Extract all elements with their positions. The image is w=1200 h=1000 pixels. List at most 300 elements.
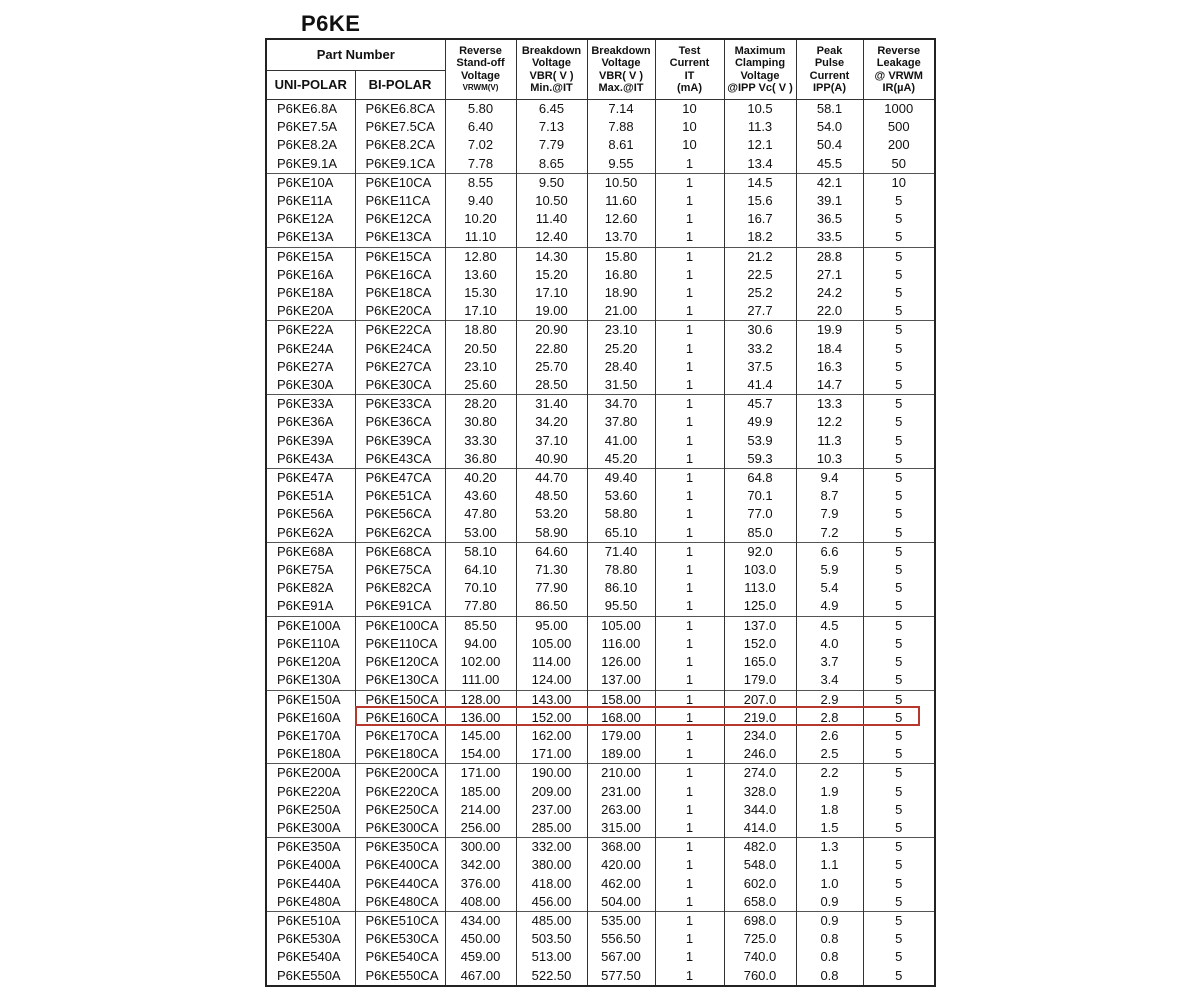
value-cell: 10 <box>863 173 935 192</box>
value-cell: 78.80 <box>587 561 655 579</box>
value-cell: 1 <box>655 450 724 469</box>
bi-polar-header: BI-POLAR <box>355 71 445 100</box>
uni-polar-part-cell: P6KE15A <box>266 247 355 266</box>
value-cell: 7.13 <box>516 118 587 136</box>
table-row <box>266 838 935 857</box>
value-cell: 18.90 <box>587 284 655 302</box>
value-cell: 504.00 <box>587 893 655 912</box>
table-row <box>266 413 935 431</box>
value-cell: 2.6 <box>796 727 863 745</box>
value-cell: 418.00 <box>516 875 587 893</box>
value-cell: 698.0 <box>724 911 796 930</box>
value-cell: 1 <box>655 875 724 893</box>
value-cell: 4.9 <box>796 597 863 616</box>
value-cell: 41.00 <box>587 432 655 450</box>
value-cell: 1 <box>655 597 724 616</box>
uni-polar-part-cell: P6KE12A <box>266 210 355 228</box>
value-cell: 10.50 <box>587 173 655 192</box>
value-cell: 77.80 <box>445 597 516 616</box>
value-cell: 58.80 <box>587 505 655 523</box>
value-cell: 5.9 <box>796 561 863 579</box>
value-cell: 21.2 <box>724 247 796 266</box>
value-cell: 485.00 <box>516 911 587 930</box>
value-cell: 1 <box>655 690 724 709</box>
value-cell: 5 <box>863 432 935 450</box>
value-cell: 5 <box>863 266 935 284</box>
value-cell: 92.0 <box>724 542 796 561</box>
bi-polar-part-cell: P6KE9.1CA <box>355 155 445 174</box>
uni-polar-part-cell: P6KE530A <box>266 930 355 948</box>
value-cell: 28.8 <box>796 247 863 266</box>
col-header-reverse-leakage: Reverse Leakage @ VRWM IR(µA) <box>863 39 935 100</box>
value-cell: 503.50 <box>516 930 587 948</box>
value-cell: 105.00 <box>516 635 587 653</box>
bi-polar-part-cell: P6KE7.5CA <box>355 118 445 136</box>
value-cell: 54.0 <box>796 118 863 136</box>
value-cell: 231.00 <box>587 783 655 801</box>
bi-polar-part-cell: P6KE30CA <box>355 376 445 395</box>
bi-polar-part-cell: P6KE8.2CA <box>355 136 445 154</box>
bi-polar-part-cell: P6KE540CA <box>355 948 445 966</box>
value-cell: 12.40 <box>516 228 587 247</box>
table-row <box>266 247 935 266</box>
value-cell: 5 <box>863 745 935 764</box>
bi-polar-part-cell: P6KE33CA <box>355 395 445 414</box>
table-row <box>266 432 935 450</box>
value-cell: 1 <box>655 764 724 783</box>
uni-polar-part-cell: P6KE20A <box>266 302 355 321</box>
value-cell: 12.80 <box>445 247 516 266</box>
document-title: P6KE <box>301 11 361 36</box>
value-cell: 1 <box>655 376 724 395</box>
bi-polar-part-cell: P6KE62CA <box>355 524 445 543</box>
value-cell: 137.00 <box>587 671 655 690</box>
value-cell: 10.20 <box>445 210 516 228</box>
value-cell: 1 <box>655 579 724 597</box>
value-cell: 105.00 <box>587 616 655 635</box>
bi-polar-part-cell: P6KE75CA <box>355 561 445 579</box>
value-cell: 5 <box>863 524 935 543</box>
spec-table <box>265 38 936 987</box>
table-row <box>266 118 935 136</box>
value-cell: 15.30 <box>445 284 516 302</box>
value-cell: 136.00 <box>445 709 516 727</box>
table-row <box>266 709 935 727</box>
uni-polar-part-cell: P6KE250A <box>266 801 355 819</box>
table-row <box>266 616 935 635</box>
col-header-vrwm: Reverse Stand-off Voltage VRWM(V) <box>445 39 516 100</box>
value-cell: 5 <box>863 838 935 857</box>
value-cell: 556.50 <box>587 930 655 948</box>
value-cell: 10.5 <box>724 100 796 119</box>
table-row <box>266 967 935 986</box>
value-cell: 11.3 <box>796 432 863 450</box>
value-cell: 5 <box>863 358 935 376</box>
value-cell: 420.00 <box>587 856 655 874</box>
uni-polar-part-cell: P6KE160A <box>266 709 355 727</box>
value-cell: 50.4 <box>796 136 863 154</box>
value-cell: 5 <box>863 727 935 745</box>
uni-polar-part-cell: P6KE180A <box>266 745 355 764</box>
value-cell: 190.00 <box>516 764 587 783</box>
bi-polar-part-cell: P6KE18CA <box>355 284 445 302</box>
value-cell: 1 <box>655 838 724 857</box>
value-cell: 459.00 <box>445 948 516 966</box>
table-row <box>266 136 935 154</box>
table-row <box>266 228 935 247</box>
value-cell: 5 <box>863 284 935 302</box>
value-cell: 1 <box>655 487 724 505</box>
value-cell: 36.5 <box>796 210 863 228</box>
value-cell: 0.8 <box>796 948 863 966</box>
value-cell: 77.90 <box>516 579 587 597</box>
value-cell: 237.00 <box>516 801 587 819</box>
bi-polar-part-cell: P6KE350CA <box>355 838 445 857</box>
value-cell: 41.4 <box>724 376 796 395</box>
value-cell: 27.1 <box>796 266 863 284</box>
value-cell: 200 <box>863 136 935 154</box>
table-row <box>266 210 935 228</box>
value-cell: 21.00 <box>587 302 655 321</box>
value-cell: 1.0 <box>796 875 863 893</box>
value-cell: 2.9 <box>796 690 863 709</box>
value-cell: 2.8 <box>796 709 863 727</box>
value-cell: 10.3 <box>796 450 863 469</box>
value-cell: 5.4 <box>796 579 863 597</box>
value-cell: 4.5 <box>796 616 863 635</box>
value-cell: 380.00 <box>516 856 587 874</box>
value-cell: 58.90 <box>516 524 587 543</box>
value-cell: 65.10 <box>587 524 655 543</box>
value-cell: 6.40 <box>445 118 516 136</box>
value-cell: 152.00 <box>516 709 587 727</box>
value-cell: 2.2 <box>796 764 863 783</box>
bi-polar-part-cell: P6KE150CA <box>355 690 445 709</box>
value-cell: 165.0 <box>724 653 796 671</box>
table-row <box>266 395 935 414</box>
value-cell: 23.10 <box>587 321 655 340</box>
value-cell: 47.80 <box>445 505 516 523</box>
value-cell: 40.20 <box>445 469 516 488</box>
table-row <box>266 783 935 801</box>
value-cell: 86.10 <box>587 579 655 597</box>
value-cell: 42.1 <box>796 173 863 192</box>
bi-polar-part-cell: P6KE250CA <box>355 801 445 819</box>
value-cell: 13.3 <box>796 395 863 414</box>
value-cell: 14.30 <box>516 247 587 266</box>
value-cell: 34.70 <box>587 395 655 414</box>
uni-polar-part-cell: P6KE220A <box>266 783 355 801</box>
table-row <box>266 745 935 764</box>
uni-polar-part-cell: P6KE510A <box>266 911 355 930</box>
value-cell: 658.0 <box>724 893 796 912</box>
value-cell: 137.0 <box>724 616 796 635</box>
table-row <box>266 579 935 597</box>
bi-polar-part-cell: P6KE510CA <box>355 911 445 930</box>
value-cell: 207.0 <box>724 690 796 709</box>
value-cell: 179.00 <box>587 727 655 745</box>
uni-polar-part-cell: P6KE51A <box>266 487 355 505</box>
table-row <box>266 819 935 838</box>
value-cell: 37.10 <box>516 432 587 450</box>
col-header-clamping-voltage: Maximum Clamping Voltage @IPP Vc( V ) <box>724 39 796 100</box>
value-cell: 1 <box>655 302 724 321</box>
value-cell: 9.50 <box>516 173 587 192</box>
value-cell: 77.0 <box>724 505 796 523</box>
uni-polar-part-cell: P6KE18A <box>266 284 355 302</box>
value-cell: 10.50 <box>516 192 587 210</box>
value-cell: 1 <box>655 893 724 912</box>
table-row <box>266 801 935 819</box>
value-cell: 577.50 <box>587 967 655 986</box>
value-cell: 513.00 <box>516 948 587 966</box>
value-cell: 328.0 <box>724 783 796 801</box>
value-cell: 49.9 <box>724 413 796 431</box>
value-cell: 1 <box>655 228 724 247</box>
value-cell: 85.0 <box>724 524 796 543</box>
value-cell: 22.80 <box>516 340 587 358</box>
uni-polar-part-cell: P6KE550A <box>266 967 355 986</box>
uni-polar-part-cell: P6KE130A <box>266 671 355 690</box>
bi-polar-part-cell: P6KE82CA <box>355 579 445 597</box>
value-cell: 189.00 <box>587 745 655 764</box>
value-cell: 25.20 <box>587 340 655 358</box>
value-cell: 154.00 <box>445 745 516 764</box>
value-cell: 1 <box>655 911 724 930</box>
uni-polar-part-cell: P6KE100A <box>266 616 355 635</box>
bi-polar-part-cell: P6KE440CA <box>355 875 445 893</box>
value-cell: 13.4 <box>724 155 796 174</box>
value-cell: 86.50 <box>516 597 587 616</box>
bi-polar-part-cell: P6KE300CA <box>355 819 445 838</box>
uni-polar-part-cell: P6KE8.2A <box>266 136 355 154</box>
bi-polar-part-cell: P6KE27CA <box>355 358 445 376</box>
value-cell: 36.80 <box>445 450 516 469</box>
table-row <box>266 487 935 505</box>
bi-polar-part-cell: P6KE39CA <box>355 432 445 450</box>
uni-polar-part-cell: P6KE11A <box>266 192 355 210</box>
value-cell: 315.00 <box>587 819 655 838</box>
bi-polar-part-cell: P6KE130CA <box>355 671 445 690</box>
value-cell: 5 <box>863 616 935 635</box>
value-cell: 548.0 <box>724 856 796 874</box>
uni-polar-part-cell: P6KE400A <box>266 856 355 874</box>
table-row <box>266 690 935 709</box>
value-cell: 145.00 <box>445 727 516 745</box>
value-cell: 5 <box>863 340 935 358</box>
value-cell: 114.00 <box>516 653 587 671</box>
value-cell: 1 <box>655 616 724 635</box>
value-cell: 1 <box>655 948 724 966</box>
value-cell: 14.5 <box>724 173 796 192</box>
bi-polar-part-cell: P6KE11CA <box>355 192 445 210</box>
value-cell: 3.7 <box>796 653 863 671</box>
uni-polar-part-cell: P6KE6.8A <box>266 100 355 119</box>
bi-polar-part-cell: P6KE220CA <box>355 783 445 801</box>
value-cell: 13.70 <box>587 228 655 247</box>
col-header-peak-pulse-current: Peak Pulse Current IPP(A) <box>796 39 863 100</box>
value-cell: 1 <box>655 671 724 690</box>
value-cell: 274.0 <box>724 764 796 783</box>
value-cell: 567.00 <box>587 948 655 966</box>
value-cell: 5 <box>863 469 935 488</box>
value-cell: 5 <box>863 819 935 838</box>
value-cell: 210.00 <box>587 764 655 783</box>
value-cell: 14.7 <box>796 376 863 395</box>
value-cell: 70.1 <box>724 487 796 505</box>
col-header-test-current: Test Current IT (mA) <box>655 39 724 100</box>
value-cell: 9.55 <box>587 155 655 174</box>
bi-polar-part-cell: P6KE20CA <box>355 302 445 321</box>
bi-polar-part-cell: P6KE91CA <box>355 597 445 616</box>
bi-polar-part-cell: P6KE12CA <box>355 210 445 228</box>
table-row <box>266 911 935 930</box>
value-cell: 5 <box>863 930 935 948</box>
value-cell: 1 <box>655 173 724 192</box>
value-cell: 5 <box>863 395 935 414</box>
uni-polar-part-cell: P6KE75A <box>266 561 355 579</box>
value-cell: 19.9 <box>796 321 863 340</box>
value-cell: 6.6 <box>796 542 863 561</box>
value-cell: 2.5 <box>796 745 863 764</box>
value-cell: 43.60 <box>445 487 516 505</box>
value-cell: 28.50 <box>516 376 587 395</box>
value-cell: 168.00 <box>587 709 655 727</box>
value-cell: 49.40 <box>587 469 655 488</box>
value-cell: 0.8 <box>796 930 863 948</box>
value-cell: 15.20 <box>516 266 587 284</box>
table-row <box>266 173 935 192</box>
value-cell: 408.00 <box>445 893 516 912</box>
value-cell: 3.4 <box>796 671 863 690</box>
table-row-highlighted <box>266 856 935 874</box>
bi-polar-part-cell: P6KE550CA <box>355 967 445 986</box>
bi-polar-part-cell: P6KE200CA <box>355 764 445 783</box>
value-cell: 17.10 <box>445 302 516 321</box>
bi-polar-part-cell: P6KE68CA <box>355 542 445 561</box>
value-cell: 5 <box>863 228 935 247</box>
value-cell: 5 <box>863 875 935 893</box>
table-row <box>266 671 935 690</box>
value-cell: 20.90 <box>516 321 587 340</box>
value-cell: 414.0 <box>724 819 796 838</box>
bi-polar-part-cell: P6KE120CA <box>355 653 445 671</box>
value-cell: 28.40 <box>587 358 655 376</box>
uni-polar-part-cell: P6KE540A <box>266 948 355 966</box>
value-cell: 246.0 <box>724 745 796 764</box>
value-cell: 5 <box>863 579 935 597</box>
uni-polar-part-cell: P6KE300A <box>266 819 355 838</box>
table-row <box>266 893 935 912</box>
value-cell: 12.60 <box>587 210 655 228</box>
value-cell: 1 <box>655 635 724 653</box>
value-cell: 27.7 <box>724 302 796 321</box>
bi-polar-part-cell: P6KE160CA <box>355 709 445 727</box>
value-cell: 1.3 <box>796 838 863 857</box>
value-cell: 5 <box>863 450 935 469</box>
value-cell: 33.30 <box>445 432 516 450</box>
value-cell: 5 <box>863 856 935 874</box>
uni-polar-part-cell: P6KE350A <box>266 838 355 857</box>
value-cell: 1 <box>655 210 724 228</box>
value-cell: 11.40 <box>516 210 587 228</box>
value-cell: 113.0 <box>724 579 796 597</box>
value-cell: 22.0 <box>796 302 863 321</box>
value-cell: 18.2 <box>724 228 796 247</box>
value-cell: 0.9 <box>796 911 863 930</box>
bi-polar-part-cell: P6KE170CA <box>355 727 445 745</box>
value-cell: 7.2 <box>796 524 863 543</box>
bi-polar-part-cell: P6KE13CA <box>355 228 445 247</box>
value-cell: 37.5 <box>724 358 796 376</box>
value-cell: 1 <box>655 709 724 727</box>
bi-polar-part-cell: P6KE480CA <box>355 893 445 912</box>
value-cell: 1 <box>655 247 724 266</box>
value-cell: 94.00 <box>445 635 516 653</box>
value-cell: 5 <box>863 321 935 340</box>
uni-polar-part-cell: P6KE30A <box>266 376 355 395</box>
uni-polar-part-cell: P6KE480A <box>266 893 355 912</box>
bi-polar-part-cell: P6KE10CA <box>355 173 445 192</box>
uni-polar-part-cell: P6KE91A <box>266 597 355 616</box>
value-cell: 102.00 <box>445 653 516 671</box>
value-cell: 5 <box>863 413 935 431</box>
bi-polar-part-cell: P6KE56CA <box>355 505 445 523</box>
value-cell: 48.50 <box>516 487 587 505</box>
value-cell: 500 <box>863 118 935 136</box>
value-cell: 342.00 <box>445 856 516 874</box>
value-cell: 9.40 <box>445 192 516 210</box>
bi-polar-part-cell: P6KE6.8CA <box>355 100 445 119</box>
value-cell: 128.00 <box>445 690 516 709</box>
value-cell: 64.60 <box>516 542 587 561</box>
table-row <box>266 764 935 783</box>
value-cell: 5 <box>863 948 935 966</box>
value-cell: 30.80 <box>445 413 516 431</box>
value-cell: 25.60 <box>445 376 516 395</box>
value-cell: 22.5 <box>724 266 796 284</box>
bi-polar-part-cell: P6KE51CA <box>355 487 445 505</box>
table-row <box>266 192 935 210</box>
value-cell: 5 <box>863 210 935 228</box>
value-cell: 85.50 <box>445 616 516 635</box>
uni-polar-part-cell: P6KE440A <box>266 875 355 893</box>
value-cell: 5 <box>863 542 935 561</box>
uni-polar-header: UNI-POLAR <box>266 71 355 100</box>
value-cell: 15.80 <box>587 247 655 266</box>
value-cell: 185.00 <box>445 783 516 801</box>
value-cell: 5 <box>863 801 935 819</box>
uni-polar-part-cell: P6KE62A <box>266 524 355 543</box>
value-cell: 70.10 <box>445 579 516 597</box>
value-cell: 1.8 <box>796 801 863 819</box>
value-cell: 12.2 <box>796 413 863 431</box>
value-cell: 13.60 <box>445 266 516 284</box>
value-cell: 9.4 <box>796 469 863 488</box>
value-cell: 53.20 <box>516 505 587 523</box>
table-row <box>266 524 935 543</box>
table-row <box>266 635 935 653</box>
uni-polar-part-cell: P6KE56A <box>266 505 355 523</box>
bi-polar-part-cell: P6KE24CA <box>355 340 445 358</box>
value-cell: 10 <box>655 118 724 136</box>
value-cell: 344.0 <box>724 801 796 819</box>
value-cell: 124.00 <box>516 671 587 690</box>
value-cell: 8.7 <box>796 487 863 505</box>
value-cell: 45.7 <box>724 395 796 414</box>
value-cell: 25.70 <box>516 358 587 376</box>
value-cell: 71.30 <box>516 561 587 579</box>
